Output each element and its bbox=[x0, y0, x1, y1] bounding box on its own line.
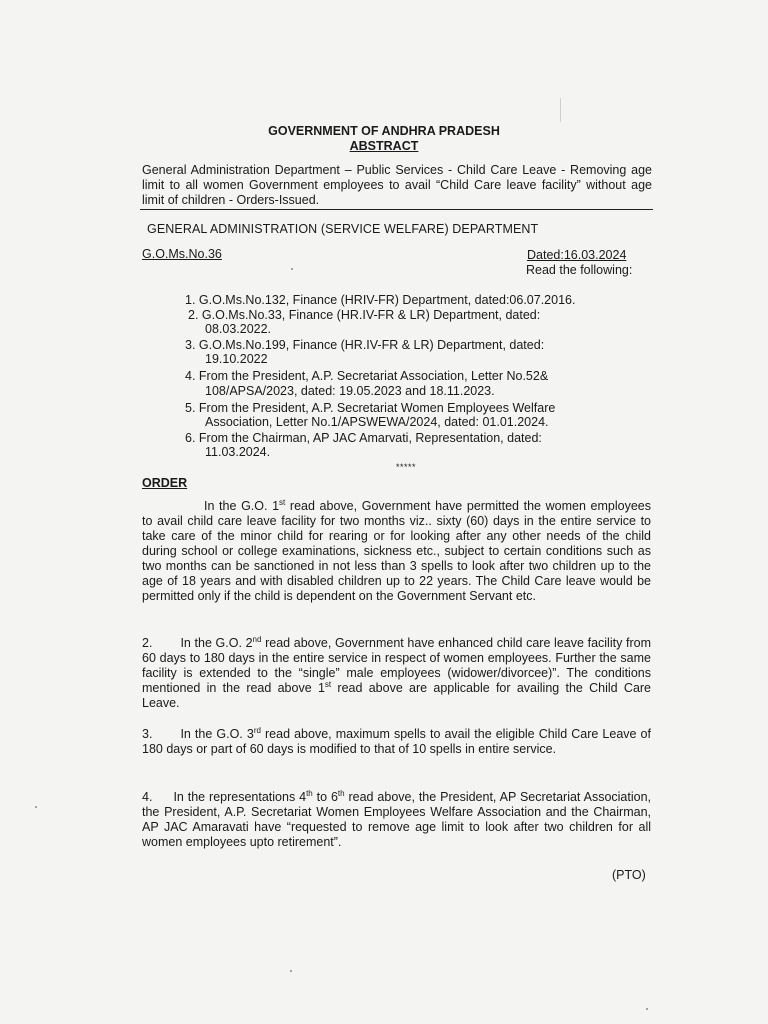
reference-item-continuation: Association, Letter No.1/APSWEWA/2024, dated: 01.01.2024. bbox=[205, 415, 549, 429]
reference-item: 1. G.O.Ms.No.132, Finance (HRIV-FR) Department, dated:06.07.2016. bbox=[185, 293, 576, 307]
government-heading: GOVERNMENT OF ANDHRA PRADESH bbox=[268, 124, 500, 138]
order-paragraph-1 bbox=[142, 499, 651, 604]
reference-item: 2. G.O.Ms.No.33, Finance (HR.IV-FR & LR) Department, dated: bbox=[188, 308, 541, 322]
scan-speck bbox=[646, 1008, 648, 1010]
scan-speck bbox=[35, 806, 37, 808]
paragraph-number: 3. bbox=[142, 727, 153, 741]
ordinal-suffix: st bbox=[324, 679, 332, 689]
paragraph-text: to 6 bbox=[312, 790, 338, 804]
ordinal-suffix: th bbox=[306, 788, 313, 798]
paragraph-text: read above, Government have permitted the women employees to avail child care leave facility for two months viz.. sixty (60) days in the entire service to take care of the minor child for rearing or for looking after any other needs of the child during school or college examinations, sickness etc., subject to certain conditions such as two months can be sanctioned in not less than 3 spells to look after two children up to the age of 18 years and with disabled children up to 22 years. The Child Care leave would be permitted only if the child is dependent on the Government Servant etc. bbox=[142, 499, 651, 603]
read-following: Read the following: bbox=[526, 263, 633, 277]
department-name: GENERAL ADMINISTRATION (SERVICE WELFARE) DEPARTMENT bbox=[147, 222, 539, 236]
go-date bbox=[527, 248, 626, 262]
paragraph-text: In the G.O. 1 bbox=[204, 499, 280, 513]
header-divider bbox=[140, 209, 653, 210]
order-paragraph-2 bbox=[142, 636, 651, 711]
subject-text: General Administration Department – Public Services - Child Care Leave - Removing age limit to all women Government employees to avail “Child Care leave facility” without age limit of children - Orders-Issued. bbox=[142, 163, 652, 207]
ordinal-suffix: st bbox=[279, 497, 286, 507]
section-separator: ***** bbox=[396, 462, 417, 472]
paragraph-text: read above, maximum spells to avail the eligible Child Care Leave of 180 days or part of 60 days is modified to that of 10 spells in entire service. bbox=[142, 727, 651, 756]
reference-item: 4. From the President, A.P. Secretariat Association, Letter No.52& bbox=[185, 369, 549, 383]
ordinal-suffix: th bbox=[337, 788, 345, 798]
order-paragraph-3 bbox=[142, 727, 651, 757]
pto-marker: (PTO) bbox=[612, 868, 646, 882]
abstract-heading-text: ABSTRACT bbox=[349, 139, 419, 153]
paragraph-number: 2. bbox=[142, 636, 153, 650]
go-number: G.O.Ms.No.36 bbox=[142, 247, 222, 261]
scan-speck bbox=[291, 268, 293, 270]
order-paragraph-4 bbox=[142, 790, 651, 850]
abstract-heading bbox=[0, 139, 768, 153]
reference-item-continuation: 08.03.2022. bbox=[205, 322, 272, 336]
reference-item-continuation: 11.03.2024. bbox=[205, 445, 271, 459]
reference-item-continuation: 108/APSA/2023, dated: 19.05.2023 and 18.11.2023. bbox=[205, 384, 495, 398]
reference-item-continuation: 19.10.2022 bbox=[205, 352, 268, 366]
paragraph-text: In the G.O. 2 bbox=[180, 636, 253, 650]
ordinal-suffix: rd bbox=[253, 725, 261, 735]
scan-artifact-line bbox=[560, 98, 561, 122]
reference-item: 5. From the President, A.P. Secretariat Women Employees Welfare bbox=[185, 401, 556, 415]
paragraph-text: read above, Government have enhanced child care leave facility from 60 days to 180 days in the entire service in respect of women employees. Further the same facility is extended to the “single” male employees (widower/divorcee)”. The conditions mentioned in the read above 1 bbox=[142, 636, 651, 695]
reference-item: 3. G.O.Ms.No.199, Finance (HR.IV-FR & LR) Department, dated: bbox=[185, 338, 545, 352]
scan-speck bbox=[290, 970, 292, 972]
paragraph-text: read above, the President, AP Secretariat Association, the President, A.P. Secretariat Women Employees Welfare Association and the Chairman, AP JAC Amaravati have “requested to remove age limit to look after two children for all women employees upto retirement”. bbox=[142, 790, 651, 849]
reference-item: 6. From the Chairman, AP JAC Amarvati, Representation, dated: bbox=[185, 431, 542, 445]
go-date-text: Dated:16.03.2024 bbox=[527, 248, 627, 262]
order-heading: ORDER bbox=[142, 476, 188, 490]
ordinal-suffix: nd bbox=[252, 634, 262, 644]
paragraph-text: read above are applicable for availing the Child Care Leave. bbox=[142, 681, 652, 710]
paragraph-text: In the representations 4 bbox=[173, 790, 307, 804]
paragraph-text: In the G.O. 3 bbox=[180, 727, 254, 741]
paragraph-number: 4. bbox=[142, 790, 153, 804]
